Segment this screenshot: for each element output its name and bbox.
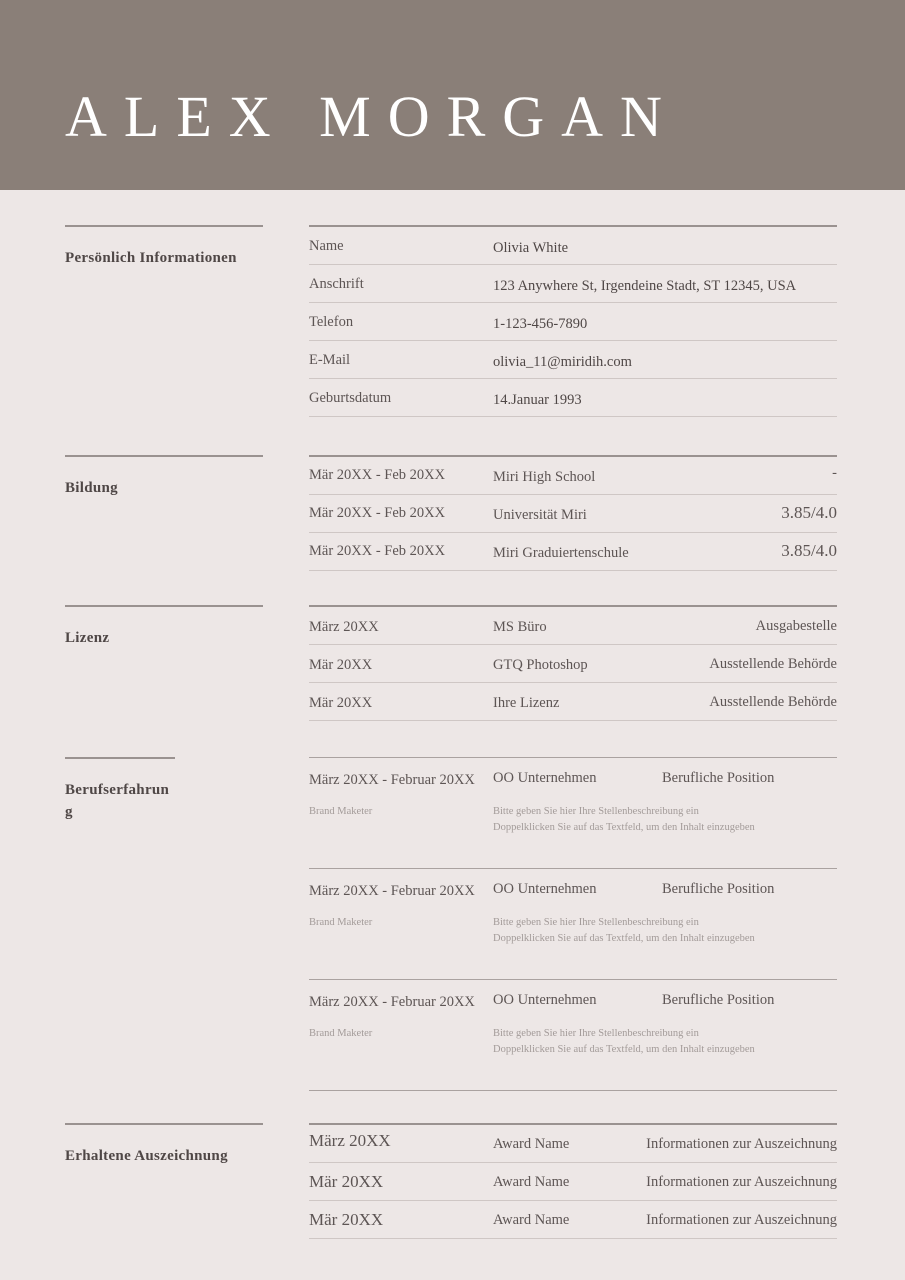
license-name: GTQ Photoshop xyxy=(493,657,588,673)
license-issuer: Ausgabestelle xyxy=(755,618,837,634)
school-name: Miri High School xyxy=(493,469,596,485)
experience-item xyxy=(309,980,837,1091)
job-description: Bitte geben Sie hier Ihre Stellenbeschreibung ein xyxy=(493,917,699,928)
table-row xyxy=(309,683,837,721)
award-info: Informationen zur Auszeichnung xyxy=(646,1174,837,1190)
field-label: Telefon xyxy=(309,314,354,330)
table-row xyxy=(309,1201,837,1239)
job-position: Berufliche Position xyxy=(662,992,775,1008)
table-row xyxy=(309,1163,837,1201)
job-description: Bitte geben Sie hier Ihre Stellenbeschreibung ein xyxy=(493,806,699,817)
job-role: Brand Maketer xyxy=(309,917,373,928)
awards-table xyxy=(309,1123,837,1239)
section-label: Erhaltene Auszeichnung xyxy=(65,1123,263,1167)
company-name: OO Unternehmen xyxy=(493,881,597,897)
license-date: Mär 20XX xyxy=(309,695,373,711)
award-name: Award Name xyxy=(493,1174,570,1190)
license-issuer: Ausstellende Behörde xyxy=(709,694,837,710)
experience-item xyxy=(309,758,837,869)
field-value: 123 Anywhere St, Irgendeine Stadt, ST 12345, USA xyxy=(493,278,797,294)
date-range: Mär 20XX - Feb 20XX xyxy=(309,505,446,521)
table-row xyxy=(309,303,837,341)
award-info: Informationen zur Auszeichnung xyxy=(646,1136,837,1152)
personal-table xyxy=(309,225,837,417)
license-date: Mär 20XX xyxy=(309,657,373,673)
experience-list xyxy=(309,757,837,1091)
table-row xyxy=(309,457,837,495)
field-label: Anschrift xyxy=(309,276,364,292)
date-range: März 20XX - Februar 20XX xyxy=(309,994,475,1010)
field-value: Olivia White xyxy=(493,240,569,256)
section-label: Persönlich Informationen xyxy=(65,225,263,269)
award-name: Award Name xyxy=(493,1212,570,1228)
job-description: Doppelklicken Sie auf das Textfeld, um den Inhalt einzugeben xyxy=(493,822,755,833)
license-name: Ihre Lizenz xyxy=(493,695,560,711)
company-name: OO Unternehmen xyxy=(493,770,597,786)
job-description: Bitte geben Sie hier Ihre Stellenbeschreibung ein xyxy=(493,1028,699,1039)
date-range: Mär 20XX - Feb 20XX xyxy=(309,543,446,559)
section-label: Bildung xyxy=(65,455,263,499)
license-date: März 20XX xyxy=(309,619,379,635)
job-description: Doppelklicken Sie auf das Textfeld, um den Inhalt einzugeben xyxy=(493,1044,755,1055)
field-label: Name xyxy=(309,238,344,254)
person-name: ALEX MORGAN xyxy=(65,84,679,149)
table-row xyxy=(309,379,837,417)
grade: - xyxy=(832,465,837,481)
section-label: Lizenz xyxy=(65,605,263,649)
field-value: 1-123-456-7890 xyxy=(493,316,588,332)
award-info: Informationen zur Auszeichnung xyxy=(646,1212,837,1228)
award-date: März 20XX xyxy=(309,1131,391,1150)
license-issuer: Ausstellende Behörde xyxy=(709,656,837,672)
field-label: Geburtsdatum xyxy=(309,390,392,406)
job-role: Brand Maketer xyxy=(309,806,373,817)
table-row xyxy=(309,645,837,683)
date-range: März 20XX - Februar 20XX xyxy=(309,772,475,788)
table-row xyxy=(309,1125,837,1163)
table-row xyxy=(309,227,837,265)
award-date: Mär 20XX xyxy=(309,1210,384,1229)
field-value: 14.Januar 1993 xyxy=(493,392,582,408)
job-position: Berufliche Position xyxy=(662,770,775,786)
table-row xyxy=(309,495,837,533)
job-role: Brand Maketer xyxy=(309,1028,373,1039)
job-description: Doppelklicken Sie auf das Textfeld, um den Inhalt einzugeben xyxy=(493,933,755,944)
award-name: Award Name xyxy=(493,1136,570,1152)
experience-item xyxy=(309,869,837,980)
grade: 3.85/4.0 xyxy=(781,541,837,560)
award-date: Mär 20XX xyxy=(309,1172,384,1191)
education-table xyxy=(309,455,837,571)
date-range: März 20XX - Februar 20XX xyxy=(309,883,475,899)
license-name: MS Büro xyxy=(493,619,547,635)
grade: 3.85/4.0 xyxy=(781,503,837,522)
school-name: Miri Graduiertenschule xyxy=(493,545,629,561)
license-table xyxy=(309,605,837,721)
school-name: Universität Miri xyxy=(493,507,587,523)
table-row xyxy=(309,341,837,379)
company-name: OO Unternehmen xyxy=(493,992,597,1008)
job-position: Berufliche Position xyxy=(662,881,775,897)
header-banner xyxy=(0,0,905,190)
field-value: olivia_11@miridih.com xyxy=(493,354,632,370)
table-row xyxy=(309,533,837,571)
section-label: Berufserfahrung xyxy=(65,757,175,823)
field-label: E-Mail xyxy=(309,352,351,368)
date-range: Mär 20XX - Feb 20XX xyxy=(309,467,446,483)
table-row xyxy=(309,607,837,645)
table-row xyxy=(309,265,837,303)
